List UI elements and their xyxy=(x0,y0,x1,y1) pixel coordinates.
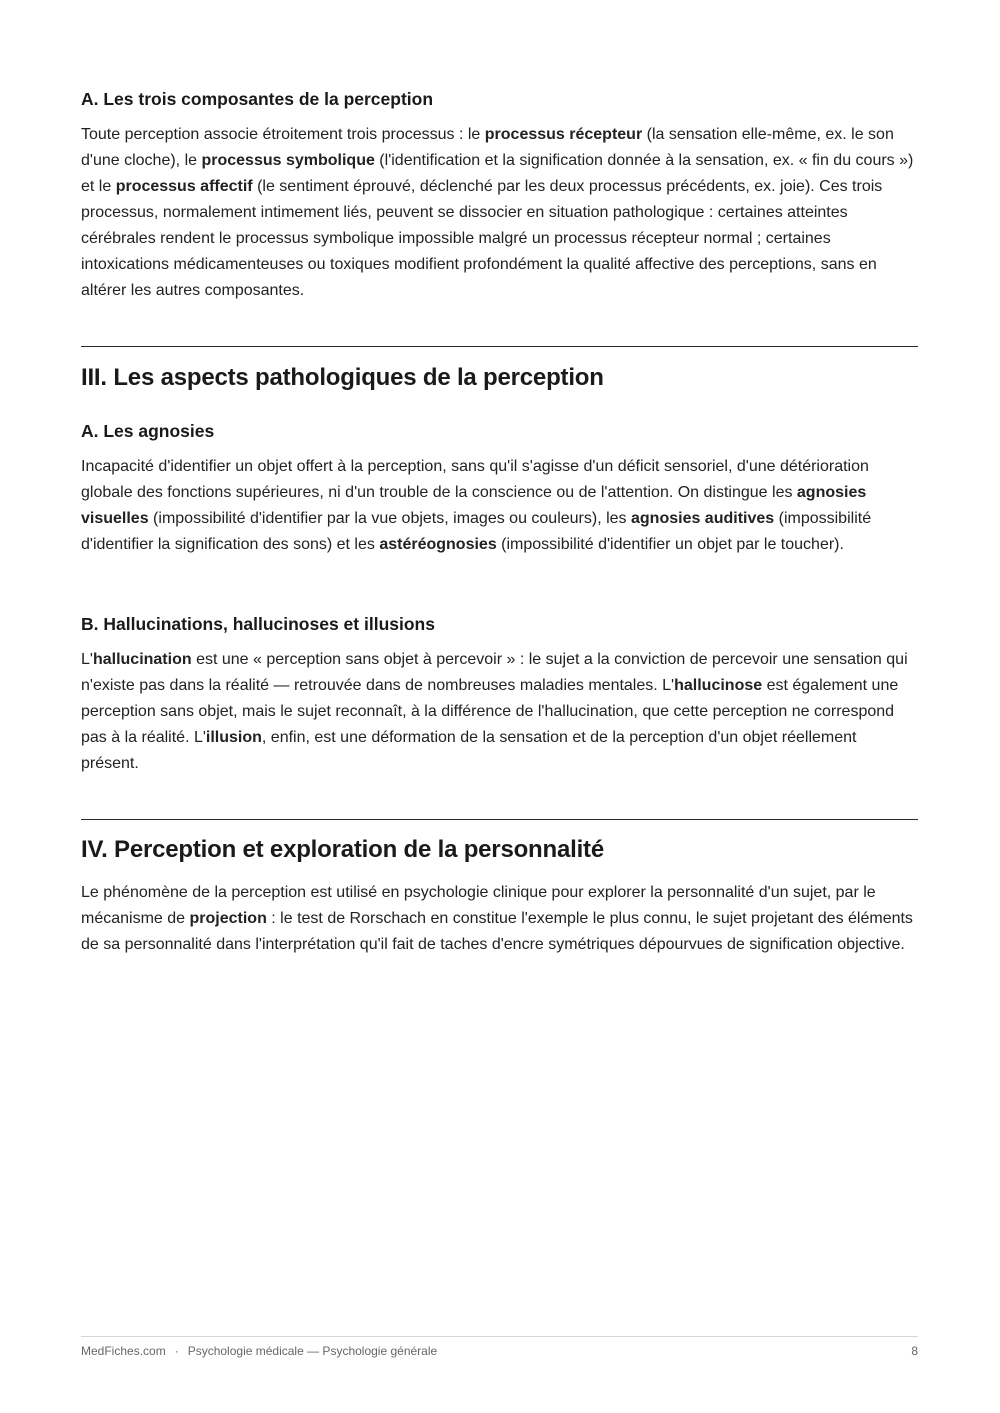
section-divider xyxy=(81,346,918,347)
bold-term: astéréognosies xyxy=(379,536,497,553)
footer-separator: · xyxy=(174,1344,179,1358)
footer-divider xyxy=(81,1336,918,1337)
text-run: Le phénomène de la perception est utilisé en psychologie clinique pour explorer la personnalité d'un sujet, par le mécanisme de xyxy=(81,884,876,927)
text-run: est une « perception sans objet à percevoir » : le sujet a la conviction de percevoir une sensation qui n'existe pas dans la réalité — retrouvée dans de nombreuses maladies mentales. L' xyxy=(81,651,908,694)
bold-term: hallucination xyxy=(92,651,192,668)
bold-term: illusion xyxy=(205,729,262,746)
bold-term: processus récepteur xyxy=(484,126,643,143)
footer-site: MedFiches.com xyxy=(81,1344,166,1358)
text-run: L' xyxy=(81,651,93,668)
text-run: : le test de Rorschach en constitue l'exemple le plus connu, le sujet projetant des éléments de sa personnalité dans l'interprétation qu'il fait de taches d'encre symétriques dépourvues de signification objective. xyxy=(81,910,913,953)
page-footer xyxy=(81,1344,918,1358)
paragraph-perception-components xyxy=(81,122,918,304)
paragraph-personality xyxy=(81,880,918,958)
text-run: (la sensation elle-même, ex. le son d'une cloche), le xyxy=(81,126,894,169)
paragraph-agnosies xyxy=(81,454,918,558)
section-title-pathology: III. Les aspects pathologiques de la perception xyxy=(81,364,604,391)
text-run: Incapacité d'identifier un objet offert à la perception, sans qu'il s'agisse d'un déficit sensoriel, d'une détérioration globale des fonctions supérieures, ni d'un trouble de la conscience ou de l'attention. On distingue les xyxy=(81,458,869,501)
subsection-title-agnosies: A. Les agnosies xyxy=(81,421,215,441)
subsection-title-hallucinations: B. Hallucinations, hallucinoses et illusions xyxy=(81,614,435,634)
bold-term: projection xyxy=(189,910,267,927)
bold-term: hallucinose xyxy=(674,677,763,694)
text-run: (impossibilité d'identifier un objet par le toucher). xyxy=(496,536,844,553)
subsection-title-perception-components: A. Les trois composantes de la perception xyxy=(81,89,434,109)
text-run: Toute perception associe étroitement trois processus : le xyxy=(81,126,485,143)
footer-course: Psychologie médicale — Psychologie générale xyxy=(187,1344,438,1358)
text-run: , enfin, est une déformation de la sensation et de la perception d'un objet réellement présent. xyxy=(81,729,857,772)
text-run: est également une perception sans objet, mais le sujet reconnaît, à la différence de l'hallucination, que cette perception ne correspond pas à la réalité. L' xyxy=(81,677,899,746)
bold-term: agnosies visuelles xyxy=(81,484,867,527)
paragraph-hallucinations xyxy=(81,647,918,777)
bold-term: processus affectif xyxy=(115,178,253,195)
text-run: (le sentiment éprouvé, déclenché par les deux processus précédents, ex. joie). Ces trois processus, normalement intimement liés, peuvent se dissocier en situation pathologique : certaines atteintes cérébrales rendent le processus symbolique impossible malgré un processus récepteur normal ; certaines intoxications médicamenteuses ou toxiques modifient profondément la qualité affective des perceptions, sans en altérer les autres composantes. xyxy=(81,178,883,299)
footer-left xyxy=(81,1344,437,1358)
bold-term: agnosies auditives xyxy=(631,510,775,527)
bold-term: processus symbolique xyxy=(201,152,375,169)
section-divider xyxy=(81,819,918,820)
text-run: (impossibilité d'identifier par la vue objets, images ou couleurs), les xyxy=(148,510,631,527)
page-number: 8 xyxy=(911,1344,918,1358)
text-run: (impossibilité d'identifier la signification des sons) et les xyxy=(81,510,872,553)
text-run: (l'identification et la signification donnée à la sensation, ex. « fin du cours ») et le xyxy=(81,152,914,195)
section-title-personality: IV. Perception et exploration de la personnalité xyxy=(81,836,604,863)
